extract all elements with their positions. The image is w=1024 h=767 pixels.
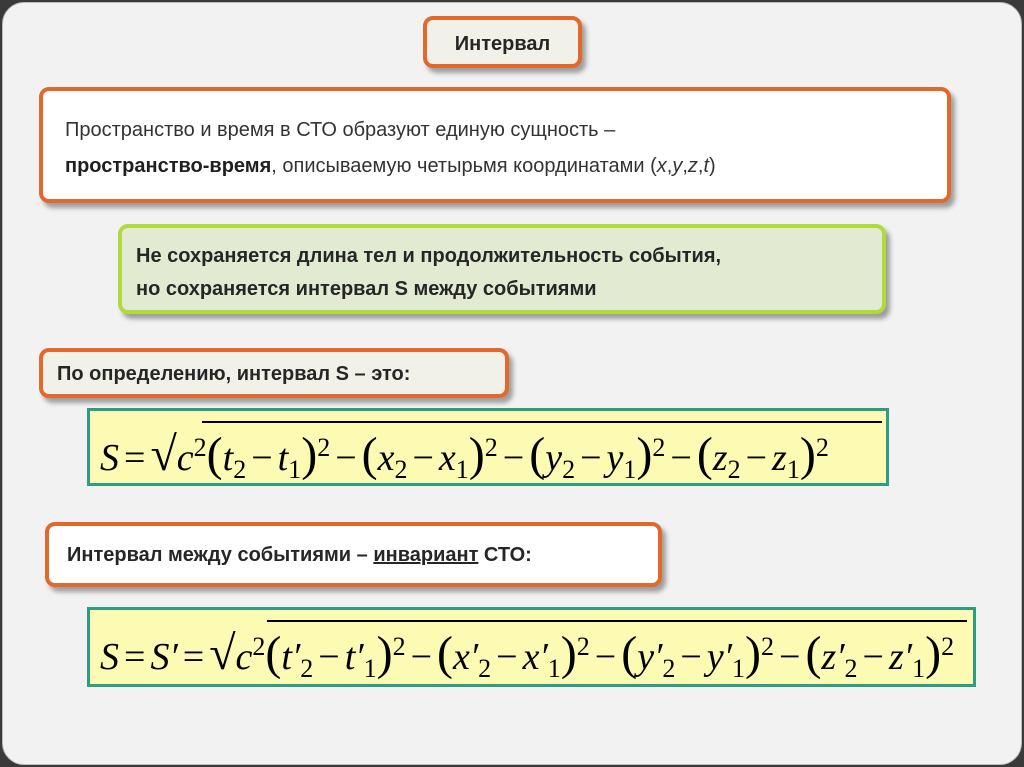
invariant-formula: [87, 607, 976, 687]
coord-y: y: [672, 155, 683, 177]
title-box: [423, 16, 582, 68]
definition-rest: , описываемую четырьмя координатами (: [271, 155, 657, 177]
definition-close: ): [709, 155, 716, 177]
conservation-line-1: Не сохраняется длина тел и продолжительность события,: [136, 245, 722, 267]
conservation-line-2: но сохраняется интервал S между событиями: [136, 278, 597, 300]
invariant-term: инвариант: [373, 544, 479, 566]
interval-formula: [87, 408, 889, 486]
sqrt-overline-2: [267, 620, 967, 622]
by-definition-box: [39, 348, 509, 398]
definition-box: [39, 87, 951, 203]
coord-t: t: [703, 155, 710, 177]
sqrt-overline: [202, 421, 882, 423]
slide: [2, 2, 1022, 765]
coord-z: z: [687, 155, 698, 177]
invariant-box: [45, 522, 662, 587]
by-definition-text: По определению, интервал S – это:: [57, 363, 411, 385]
invariant-text: [67, 544, 532, 567]
interval-formula-expression: $S = √c^2(t_2 - t_1)^2 - (x_2 - x_1)^2 - (y_2 - y_1)^2 - (z_2 - z_1)^2$: [100, 428, 829, 484]
coord-x: x: [656, 155, 667, 177]
definition-line-2: пространство-время, описываемую четырьмя координатами (x,y,z,t): [65, 155, 716, 177]
invariant-formula-expression: $S = S' = √c^2(t'_2 - t'_1)^2 - (x'_2 - x'_1)^2 - (y'_2 - y'_1)^2 - (z'_2 - z'_1)^2$: [100, 627, 955, 683]
definition-term: пространство-время: [65, 155, 272, 177]
definition-line-1: Пространство и время в СТО образуют единую сущность –: [65, 119, 616, 141]
invariant-prefix: Интервал между событиями –: [67, 544, 374, 566]
slide-title: Интервал: [454, 33, 551, 55]
conservation-box: [118, 224, 886, 314]
invariant-suffix: СТО:: [478, 544, 532, 566]
